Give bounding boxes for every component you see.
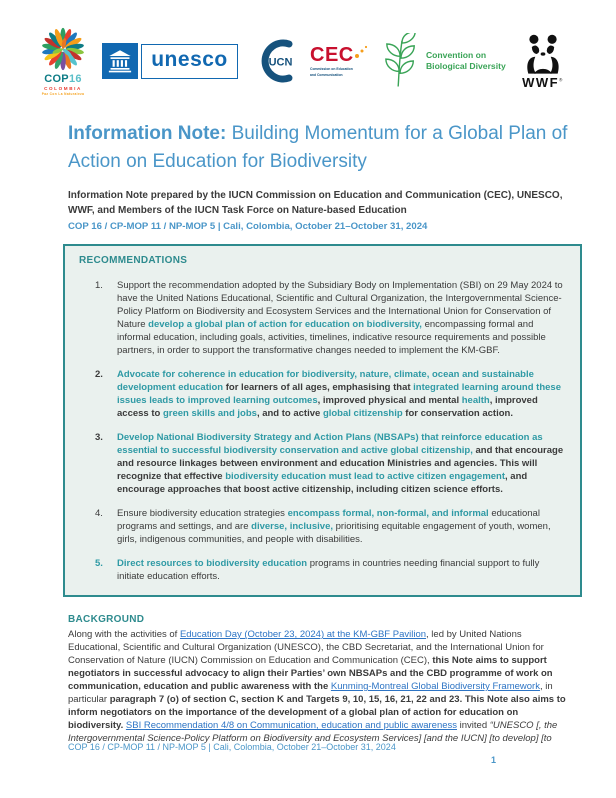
wwf-logo	[522, 34, 564, 89]
text-segment: green skills and jobs	[162, 408, 257, 419]
item-number: 2.	[95, 369, 103, 380]
logo-bar	[0, 0, 616, 102]
text-segment: Along with the activities of	[68, 629, 180, 640]
text-link[interactable]: SBI Recommendation 4/8 on Communication, education and public awareness	[125, 720, 458, 731]
text-segment: , improved access to	[117, 395, 538, 419]
page-title-rest: Building Momentum for a Global Plan of Action on Education for Biodiversity	[68, 123, 568, 172]
text-segment: for learners of all ages, emphasising that	[225, 382, 414, 393]
text-segment: for conservation action.	[405, 408, 513, 419]
item-number: 5.	[95, 558, 103, 569]
text-segment: Advocate for coherence in education for biodiversity, nature, climate, ocean and sustainable development education	[117, 369, 534, 393]
background-heading: BACKGROUND	[68, 614, 145, 625]
text-segment: invited	[457, 720, 490, 731]
recommendations-heading: RECOMMENDATIONS	[79, 255, 188, 266]
cop16-wordmark: COP16	[44, 73, 82, 86]
text-link[interactable]: Education Day (October 23, 2024) at the KM-GBF Pavilion	[179, 629, 427, 640]
svg-text:IUCN: IUCN	[265, 56, 293, 69]
text-segment: paragraph 7 (o) of section C, section K and Targets 9, 10, 15, 16, 21, 22 and 23. This Note also aims to inform negotiators on the importance of the development of a global plan of action for education on biodiversity.	[68, 694, 566, 731]
page-title	[68, 120, 580, 176]
text-segment: Develop National Biodiversity Strategy and Action Plans (NBSAPs) that reinforce education as essential to successful biodiversity conservation and active global citizenship,	[117, 432, 543, 456]
unesco-logo	[102, 43, 238, 79]
cec-sub-line1: Commission on Education	[310, 66, 353, 71]
page-number: 1	[490, 755, 496, 765]
item-text	[117, 368, 567, 420]
cop16-tagline: Paz Con La Naturaleza	[41, 91, 85, 96]
item-text	[117, 557, 567, 583]
recommendations-box	[63, 244, 582, 597]
cec-block	[310, 45, 368, 77]
cec-wordmark: CEC	[310, 44, 354, 67]
cop16-flower-icon	[40, 26, 86, 72]
recommendations-list	[95, 279, 568, 583]
recommendation-item	[95, 279, 568, 357]
text-segment: diverse, inclusive,	[251, 521, 336, 532]
cec-dots-icon	[354, 45, 368, 60]
wwf-wordmark: WWF®	[522, 74, 564, 90]
unesco-wordmark: unesco	[151, 48, 228, 71]
prepared-by-note: Information Note prepared by the IUCN Commission on Education and Communication (CEC), UNESCO, WWF, and Members of the IUCN Task Force on Nature-based Education	[68, 190, 563, 216]
wwf-panda-icon	[522, 34, 564, 74]
item-text	[117, 431, 567, 496]
unesco-wordmark-box	[141, 44, 238, 79]
text-segment: , in particular	[68, 681, 553, 705]
text-segment: this Note aims to support negotiators in successful advocacy to align their Parties’ own NBSAPs and the CBD programme of work on communication, education and public awareness with the	[68, 655, 553, 692]
item-number: 3.	[95, 432, 103, 443]
unesco-temple-icon	[102, 43, 138, 79]
text-segment: Direct resources to biodiversity education	[117, 558, 310, 569]
cop16-country-label: COLOMBIA	[44, 85, 82, 91]
text-link[interactable]: Kunming-Montreal Global Biodiversity Framework	[330, 681, 540, 692]
text-segment: encompassing formal and informal education, including goals, activities, timelines, indicative resource requirements and possible partners, in order to support the transformative changes needed to implement the KM-GBF.	[117, 319, 546, 356]
text-segment: Ensure biodiversity education strategies	[117, 508, 288, 519]
text-segment: , and encourage approaches that boost active citizenship, including citizen science efforts.	[117, 471, 528, 495]
item-text	[117, 279, 567, 357]
cbd-leaf-icon	[384, 33, 418, 89]
cop16-logo	[40, 26, 86, 96]
recommendation-item	[95, 368, 568, 420]
text-segment: integrated learning around these issues leads to improved learning outcomes	[117, 382, 561, 406]
text-segment: Support the recommendation adopted by the Subsidiary Body on Implementation (SBI) on 29 May 2024 to have the United Nations Educational, Scientific and Cultural Organization, the Intergovernmental Science-Policy Platform on Biodiversity and Ecosystem Services and the International Union for Conservation of Nature	[117, 280, 563, 330]
session-info-line: COP 16 / CP-MOP 11 / NP-MOP 5 | Cali, Colombia, October 21–October 31, 2024	[68, 221, 428, 232]
text-segment: global citizenship	[322, 408, 406, 419]
item-number: 1.	[95, 280, 103, 291]
cec-sub-line2: and Communication	[310, 72, 343, 77]
cbd-wordmark: Convention on Biological Diversity	[425, 50, 506, 71]
recommendation-item	[95, 557, 568, 583]
text-segment: educational programs and settings, and are	[117, 508, 540, 532]
text-segment: , and to active	[256, 408, 323, 419]
cbd-logo	[384, 33, 506, 89]
background-paragraph	[68, 628, 576, 745]
item-number: 4.	[95, 508, 103, 519]
text-segment: “UNESCO [, the Intergovernmental Science-Policy Platform on Biodiversity and Ecosystem Services] [and the IUCN] [to develop] [to	[68, 720, 558, 744]
recommendation-item	[95, 507, 568, 546]
text-segment: develop a global plan of action for education on biodiversity,	[148, 319, 422, 330]
iucn-cec-logo	[254, 37, 368, 85]
text-segment: programs in countries needing financial support to fully initiate education efforts.	[117, 558, 540, 582]
text-segment: prioritising equitable engagement of youth, women, girls, indigenous communities, and people with disabilities.	[117, 521, 551, 545]
text-segment: , improved physical and mental	[317, 395, 462, 406]
iucn-swoosh-icon	[254, 37, 302, 85]
item-text	[117, 507, 567, 546]
text-segment: biodiversity education must lead to active citizen engagement	[225, 471, 506, 482]
page-title-lead: Information Note:	[68, 123, 227, 144]
recommendation-item	[95, 431, 568, 496]
text-segment: , led by United Nations Educational, Scientific and Cultural Organization (UNESCO), the CBD Secretariat, and the International Union for Conservation of Nature (IUCN) Commission on Education and Communication (CEC),	[68, 629, 544, 666]
text-segment: encompass formal, non-formal, and informal	[287, 508, 492, 519]
footer-session-info: COP 16 / CP-MOP 11 / NP-MOP 5 | Cali, Colombia, October 21–October 31, 2024	[68, 742, 396, 752]
background-section	[68, 614, 576, 745]
text-segment: and that encourage and resource linkages between environment and education Ministries and agencies. This will recognize that effective	[117, 445, 564, 482]
text-segment: health	[461, 395, 490, 406]
